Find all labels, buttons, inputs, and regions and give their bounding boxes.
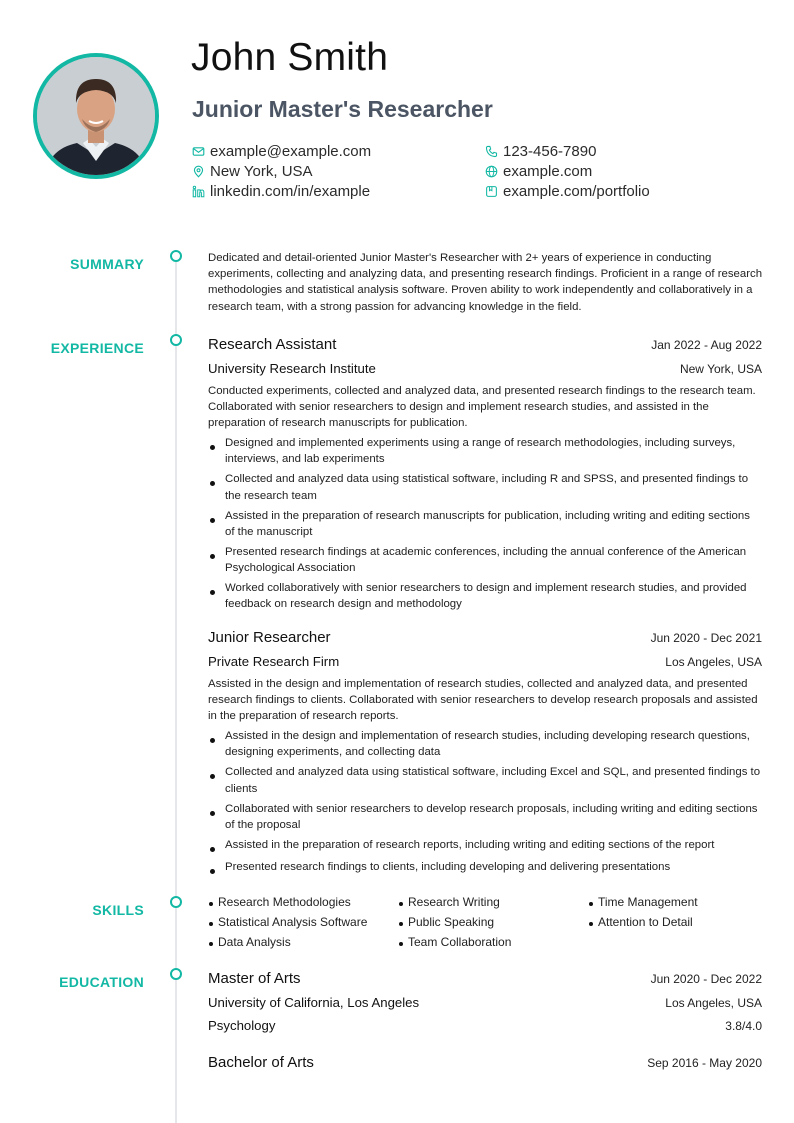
skill-item: Statistical Analysis Software bbox=[208, 915, 398, 931]
portfolio-icon bbox=[485, 185, 498, 198]
timeline-dot-education bbox=[170, 968, 182, 980]
job-title: Junior Researcher bbox=[208, 629, 331, 646]
job-bullets bbox=[208, 435, 762, 612]
job-description: Assisted in the design and implementation of research studies, collected and analyzed data, and presented research findings to clients. Collaborated with senior researchers to develop research proposals and assisted in the preparation of research reports. bbox=[208, 678, 758, 723]
section-title-education: EDUCATION bbox=[59, 974, 144, 990]
job-title: Research Assistant bbox=[208, 336, 337, 353]
school-name: University of California, Los Angeles bbox=[208, 995, 420, 1010]
timeline-dot-skills bbox=[170, 896, 182, 908]
skill-item: Time Management bbox=[588, 895, 768, 911]
timeline-dot-experience bbox=[170, 334, 182, 346]
experience-item bbox=[208, 629, 762, 875]
bullet-item: Presented research findings to clients, including developing and delivering presentations bbox=[208, 859, 762, 875]
education-item bbox=[208, 1054, 762, 1073]
skill-item: Data Analysis bbox=[208, 935, 398, 951]
summary-text: Dedicated and detail-oriented Junior Master's Researcher with 2+ years of experience in conducting experiments, collecting and analyzing data, and presenting research findings. Proficient in a range of research methodologies and statistical analysis software. Proven ability to work independently and collaboratively in a research team, with a strong passion for advancing knowledge in the field. bbox=[208, 252, 763, 313]
field-of-study: Psychology bbox=[208, 1018, 276, 1033]
map-pin-icon bbox=[192, 165, 205, 178]
bullet-item: Presented research findings at academic conferences, including the annual conference of the American Psychological Association bbox=[208, 544, 762, 576]
school-location: Los Angeles, USA bbox=[665, 996, 762, 1010]
education-dates: Sep 2016 - May 2020 bbox=[647, 1056, 762, 1070]
job-location: New York, USA bbox=[679, 362, 762, 376]
skill-item: Research Writing bbox=[398, 895, 588, 911]
portfolio-text: example.com/portfolio bbox=[503, 183, 650, 200]
job-location: Los Angeles, USA bbox=[665, 655, 762, 669]
bullet-item: Collaborated with senior researchers to develop research proposals, including writing and editing sections of the proposal bbox=[208, 801, 762, 833]
contact-email[interactable] bbox=[192, 143, 371, 160]
skill-item: Team Collaboration bbox=[398, 935, 588, 951]
skill-item: Research Methodologies bbox=[208, 895, 398, 911]
bullet-item: Collected and analyzed data using statistical software, including R and SPSS, and presented findings to the research team bbox=[208, 471, 762, 503]
bullet-item: Collected and analyzed data using statistical software, including Excel and SQL, and presented findings to clients bbox=[208, 764, 762, 796]
bullet-item: Assisted in the preparation of research reports, including writing and editing sections of the report bbox=[208, 837, 762, 853]
education-dates: Jun 2020 - Dec 2022 bbox=[650, 972, 762, 986]
linkedin-icon bbox=[192, 185, 205, 198]
education-item bbox=[208, 970, 762, 1035]
phone-text: 123-456-7890 bbox=[503, 143, 597, 160]
email-text: example@example.com bbox=[210, 143, 372, 160]
company-name: University Research Institute bbox=[208, 361, 376, 376]
contact-location bbox=[192, 163, 313, 180]
skills-list bbox=[208, 895, 768, 951]
degree-name: Master of Arts bbox=[208, 970, 301, 987]
job-title: Junior Master's Researcher bbox=[192, 96, 493, 122]
contact-phone[interactable] bbox=[485, 143, 596, 160]
candidate-name: John Smith bbox=[191, 36, 389, 79]
company-name: Private Research Firm bbox=[208, 654, 340, 669]
contact-portfolio[interactable] bbox=[485, 183, 650, 200]
bullet-item: Worked collaboratively with senior researchers to design and implement research studies, and provided feedback on research design and methodology bbox=[208, 580, 762, 612]
gpa: 3.8/4.0 bbox=[725, 1019, 762, 1033]
job-bullets bbox=[208, 728, 762, 875]
linkedin-text: linkedin.com/in/example bbox=[210, 183, 371, 200]
skill-item: Attention to Detail bbox=[588, 915, 768, 931]
location-text: New York, USA bbox=[210, 163, 313, 180]
profile-photo bbox=[33, 53, 159, 179]
section-title-experience: EXPERIENCE bbox=[50, 340, 144, 356]
experience-item bbox=[208, 336, 762, 612]
globe-icon bbox=[485, 165, 498, 178]
bullet-item: Assisted in the preparation of research manuscripts for publication, including writing and editing sections of the manuscript bbox=[208, 508, 762, 540]
job-dates: Jan 2022 - Aug 2022 bbox=[651, 338, 762, 352]
contact-website[interactable] bbox=[485, 163, 592, 180]
timeline-line bbox=[175, 256, 177, 1123]
job-description: Conducted experiments, collected and analyzed data, and presented research findings to the research team. Collaborated with senior researchers to design and implement research studies, and assisted in the preparation of research manuscripts for publication. bbox=[208, 385, 756, 430]
section-title-skills: SKILLS bbox=[92, 902, 144, 918]
contact-linkedin[interactable] bbox=[192, 183, 370, 200]
job-dates: Jun 2020 - Dec 2021 bbox=[650, 631, 762, 645]
degree-name: Bachelor of Arts bbox=[208, 1054, 314, 1071]
section-title-summary: SUMMARY bbox=[70, 256, 144, 272]
phone-icon bbox=[485, 145, 498, 158]
website-text: example.com bbox=[503, 163, 593, 180]
timeline-dot-summary bbox=[170, 250, 182, 262]
skill-item: Public Speaking bbox=[398, 915, 588, 931]
bullet-item: Designed and implemented experiments using a range of research methodologies, including surveys, interviews, and lab experiments bbox=[208, 435, 762, 467]
bullet-item: Assisted in the design and implementation of research studies, including developing research questions, designing experiments, and collecting data bbox=[208, 728, 762, 760]
mail-icon bbox=[192, 145, 205, 158]
